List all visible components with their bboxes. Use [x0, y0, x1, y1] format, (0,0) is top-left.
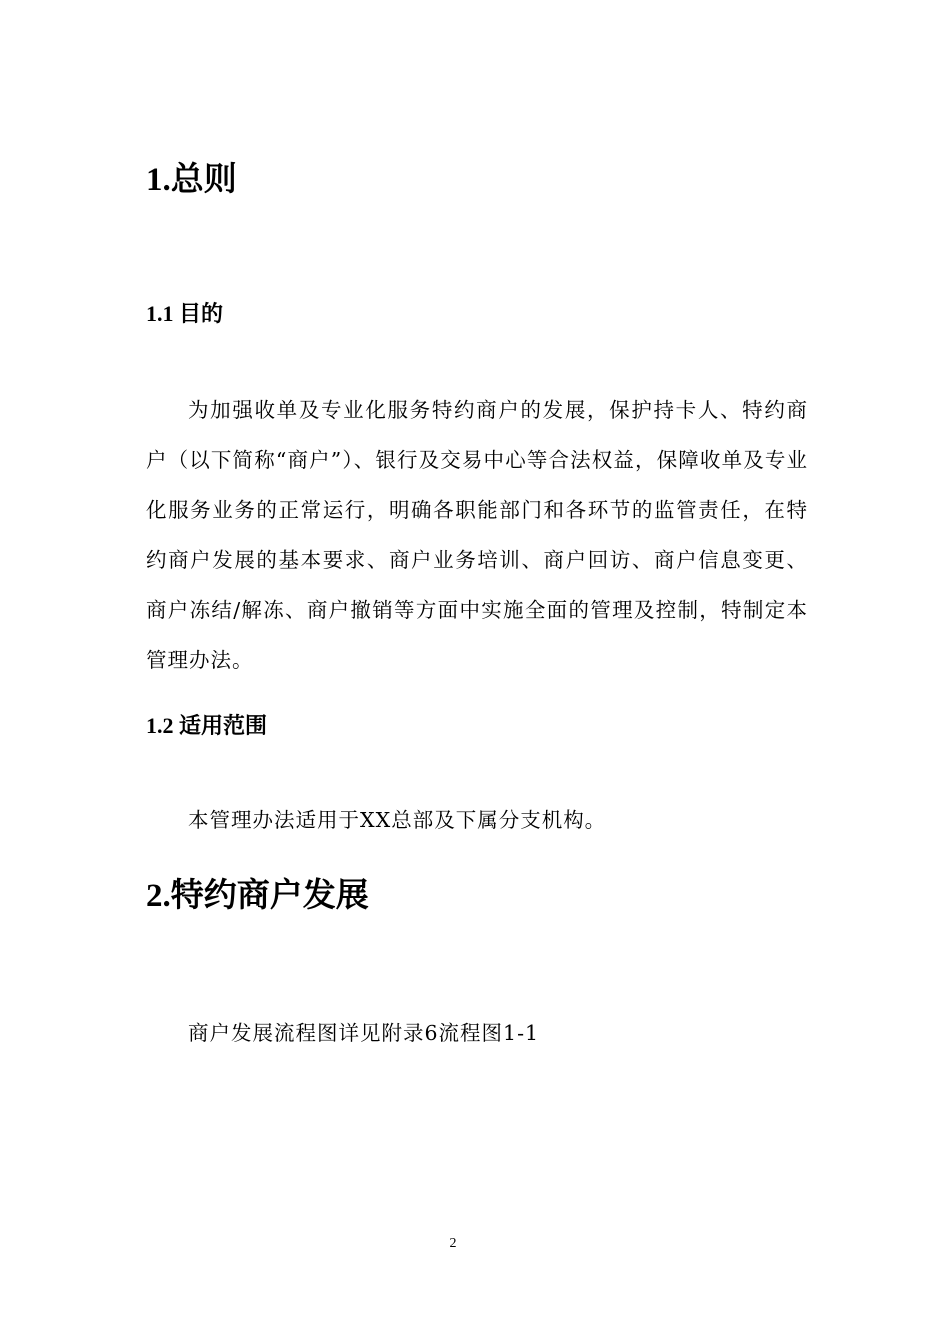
section-heading-merchant-development: 2.特约商户发展	[146, 878, 369, 914]
subsection-heading-purpose: 1.1 目的	[146, 301, 224, 326]
page-number: 2	[449, 1236, 457, 1251]
purpose-paragraph: 为加强收单及专业化服务特约商户的发展，保护持卡人、特约商户（以下简称“商户”）、银行及交易中心等合法权益，保障收单及专业化服务业务的正常运行，明确各职能部门和各环节的监管责任，在特约商户发展的基本要求、商户业务培训、商户回访、商户信息变更、商户冻结/解冻、商户撤销等方面中实施全面的管理及控制，特制定本管理办法。	[146, 398, 808, 672]
merchant-development-paragraph: 商户发展流程图详见附录6流程图1-1	[188, 1021, 540, 1045]
section-heading-general-provisions: 1.总则	[146, 162, 237, 198]
scope-paragraph: 本管理办法适用于XX总部及下属分支机构。	[188, 808, 607, 832]
subsection-heading-scope: 1.2 适用范围	[146, 713, 268, 738]
